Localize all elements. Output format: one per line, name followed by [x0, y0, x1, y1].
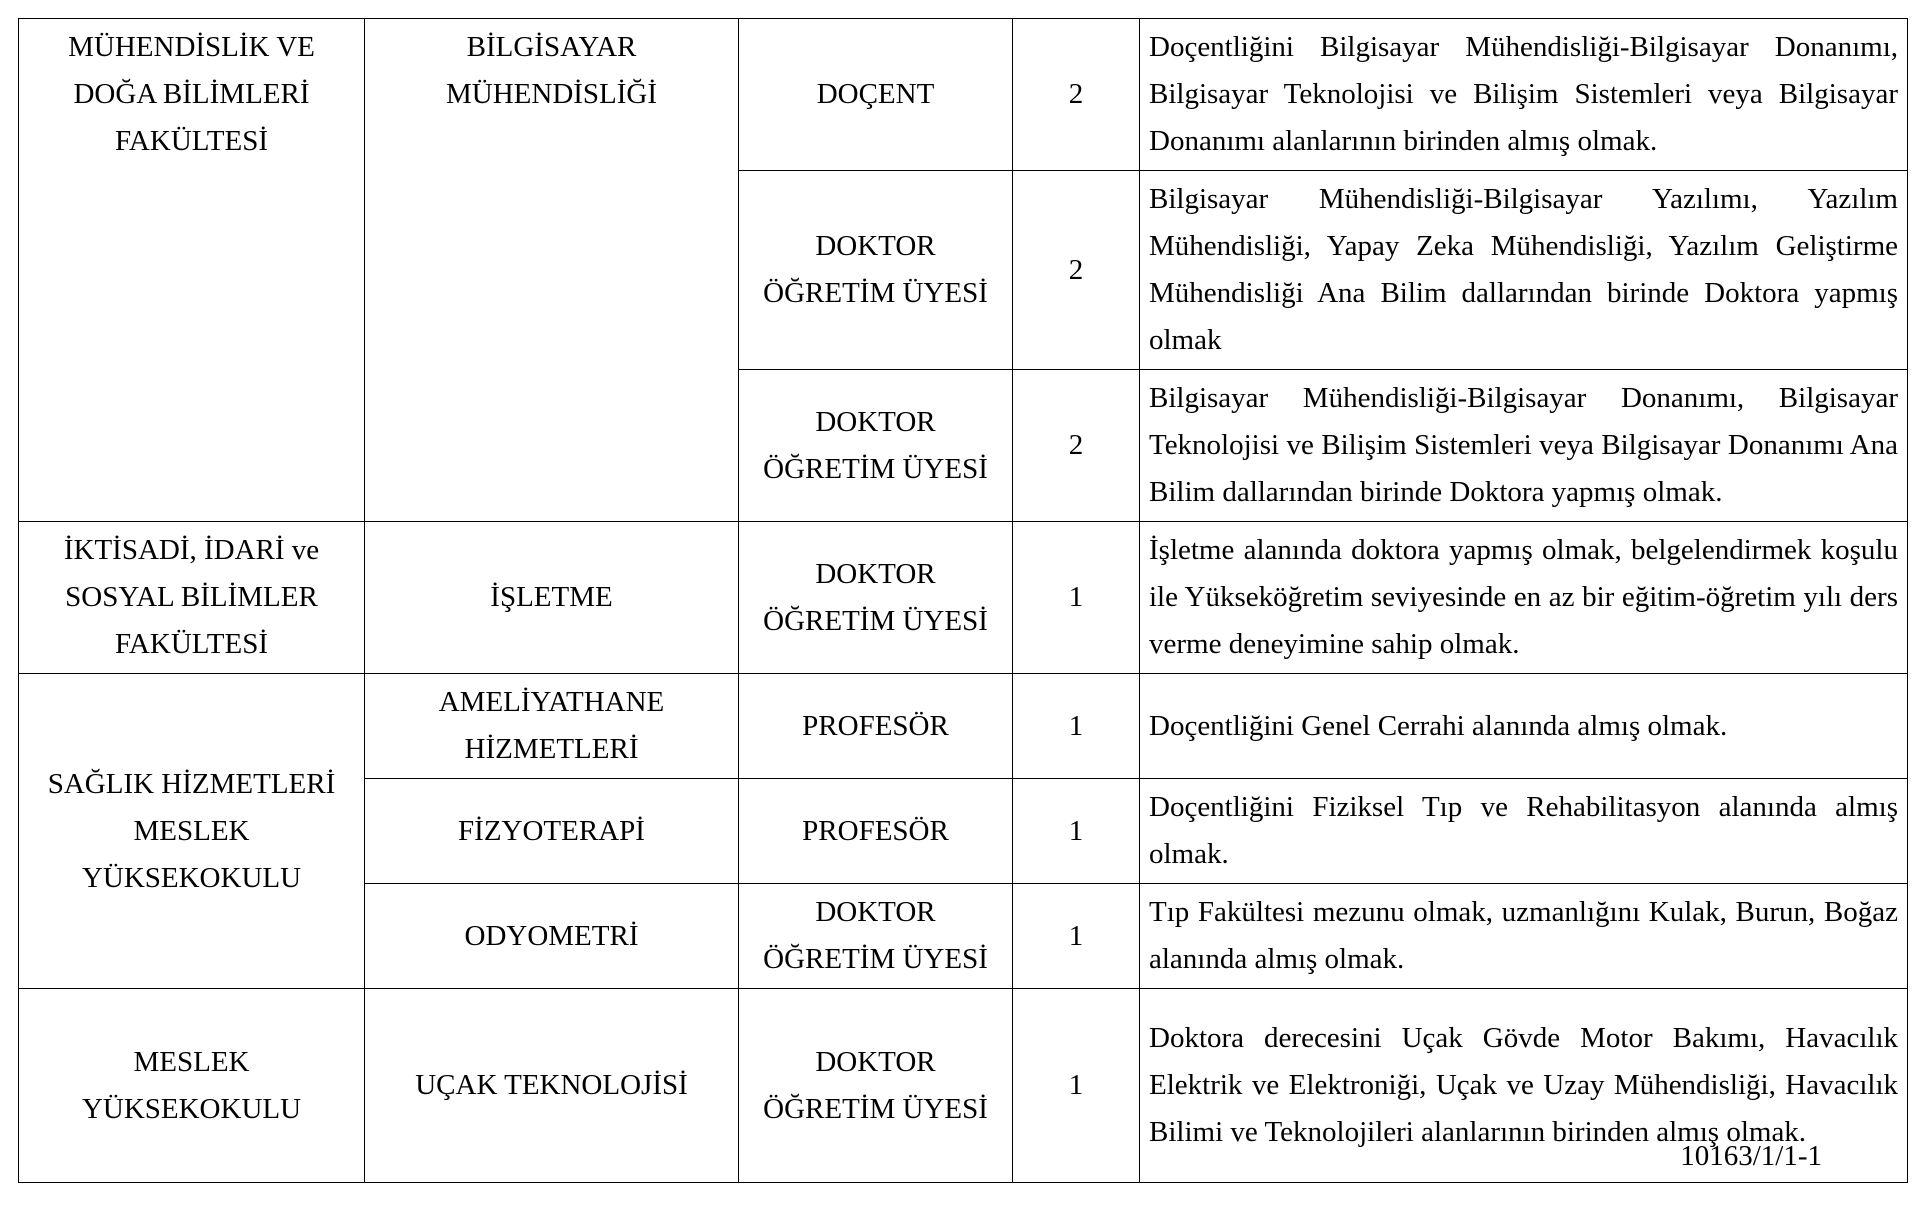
department-line: İŞLETME	[490, 581, 613, 613]
department-line: UÇAK TEKNOLOJİSİ	[415, 1069, 688, 1101]
faculty-line: FAKÜLTESİ	[114, 125, 269, 157]
title-cell	[739, 522, 1013, 674]
title-cell	[739, 674, 1013, 779]
count-cell: 1	[1013, 674, 1140, 779]
faculty-cell	[19, 19, 365, 522]
department-line: ODYOMETRİ	[464, 919, 639, 952]
department-line: MÜHENDİSLİĞİ	[445, 78, 658, 110]
title-cell	[739, 989, 1013, 1183]
title-line: PROFESÖR	[802, 709, 949, 742]
department-cell	[365, 19, 739, 522]
title-cell	[739, 19, 1013, 171]
title-line: DOKTOR	[815, 896, 936, 928]
faculty-line: DOĞA BİLİMLERİ	[73, 78, 310, 110]
faculty-line: MÜHENDİSLİK VE	[68, 31, 315, 63]
faculty-cell	[19, 989, 365, 1183]
faculty-line: İKTİSADİ, İDARİ ve	[63, 534, 320, 566]
table-row	[19, 19, 1908, 171]
title-line: DOKTOR	[815, 230, 936, 262]
faculty-cell	[19, 522, 365, 674]
requirement-cell: Doçentliğini Genel Cerrahi alanında almış olmak.	[1140, 674, 1908, 779]
faculty-line: SOSYAL BİLİMLER	[65, 581, 318, 613]
requirement-cell: İşletme alanında doktora yapmış olmak, belgelendirmek koşulu ile Yükseköğretim seviyesinde en az bir eğitim-öğretim yılı ders verme deneyimine sahip olmak.	[1140, 522, 1908, 674]
page-code: 10163/1/1-1	[1680, 1140, 1822, 1172]
title-line: ÖĞRETİM ÜYESİ	[763, 1092, 988, 1125]
faculty-line: SAĞLIK HİZMETLERİ	[47, 767, 336, 800]
title-line: DOÇENT	[816, 78, 935, 110]
faculty-line: YÜKSEKOKULU	[81, 1092, 302, 1125]
requirement-cell: Doçentliğini Bilgisayar Mühendisliği-Bilgisayar Donanımı, Bilgisayar Teknolojisi ve Bilişim Sistemleri veya Bilgisayar Donanımı alanlarının birinden almış olmak.	[1140, 19, 1908, 171]
faculty-cell	[19, 674, 365, 989]
department-line: BİLGİSAYAR	[466, 31, 637, 63]
department-line: FİZYOTERAPİ	[458, 814, 645, 847]
title-cell	[739, 779, 1013, 884]
department-cell	[365, 522, 739, 674]
department-line: HİZMETLERİ	[464, 733, 639, 765]
title-cell	[739, 171, 1013, 370]
title-line: DOKTOR	[815, 557, 936, 590]
table-row	[19, 522, 1908, 674]
requirement-cell: Bilgisayar Mühendisliği-Bilgisayar Yazılımı, Yazılım Mühendisliği, Yapay Zeka Mühendisliği, Yazılım Geliştirme Mühendisliği Ana Bilim dallarından birinde Doktora yapmış olmak	[1140, 171, 1908, 370]
title-line: DOKTOR	[815, 1045, 936, 1078]
faculty-line: FAKÜLTESİ	[114, 628, 269, 660]
count-cell: 1	[1013, 779, 1140, 884]
title-line: ÖĞRETİM ÜYESİ	[763, 943, 988, 975]
requirement-cell: Bilgisayar Mühendisliği-Bilgisayar Donanımı, Bilgisayar Teknolojisi ve Bilişim Sistemleri veya Bilgisayar Donanımı Ana Bilim dallarından birinde Doktora yapmış olmak.	[1140, 370, 1908, 522]
department-cell	[365, 989, 739, 1183]
count-cell: 2	[1013, 19, 1140, 171]
count-cell: 2	[1013, 171, 1140, 370]
title-line: ÖĞRETİM ÜYESİ	[763, 277, 988, 309]
requirement-cell: Doktora derecesini Uçak Gövde Motor Bakımı, Havacılık Elektrik ve Elektroniği, Uçak ve Uzay Mühendisliği, Havacılık Bilimi ve Teknolojileri alanlarının birinden almış olmak.	[1140, 989, 1908, 1183]
faculty-line: MESLEK	[133, 814, 250, 847]
title-line: PROFESÖR	[802, 814, 949, 847]
table-row	[19, 989, 1908, 1183]
count-cell: 2	[1013, 370, 1140, 522]
positions-table	[18, 18, 1908, 1183]
department-cell	[365, 884, 739, 989]
count-cell: 1	[1013, 884, 1140, 989]
title-cell	[739, 884, 1013, 989]
title-line: DOKTOR	[815, 405, 936, 438]
department-cell	[365, 674, 739, 779]
title-line: ÖĞRETİM ÜYESİ	[763, 452, 988, 485]
title-line: ÖĞRETİM ÜYESİ	[763, 604, 988, 637]
department-line: AMELİYATHANE	[438, 686, 665, 718]
count-cell: 1	[1013, 522, 1140, 674]
requirement-cell: Tıp Fakültesi mezunu olmak, uzmanlığını Kulak, Burun, Boğaz alanında almış olmak.	[1140, 884, 1908, 989]
count-cell: 1	[1013, 989, 1140, 1183]
department-cell	[365, 779, 739, 884]
requirement-cell: Doçentliğini Fiziksel Tıp ve Rehabilitasyon alanında almış olmak.	[1140, 779, 1908, 884]
table-row	[19, 674, 1908, 779]
faculty-line: YÜKSEKOKULU	[81, 861, 302, 894]
title-cell	[739, 370, 1013, 522]
faculty-line: MESLEK	[133, 1045, 250, 1078]
